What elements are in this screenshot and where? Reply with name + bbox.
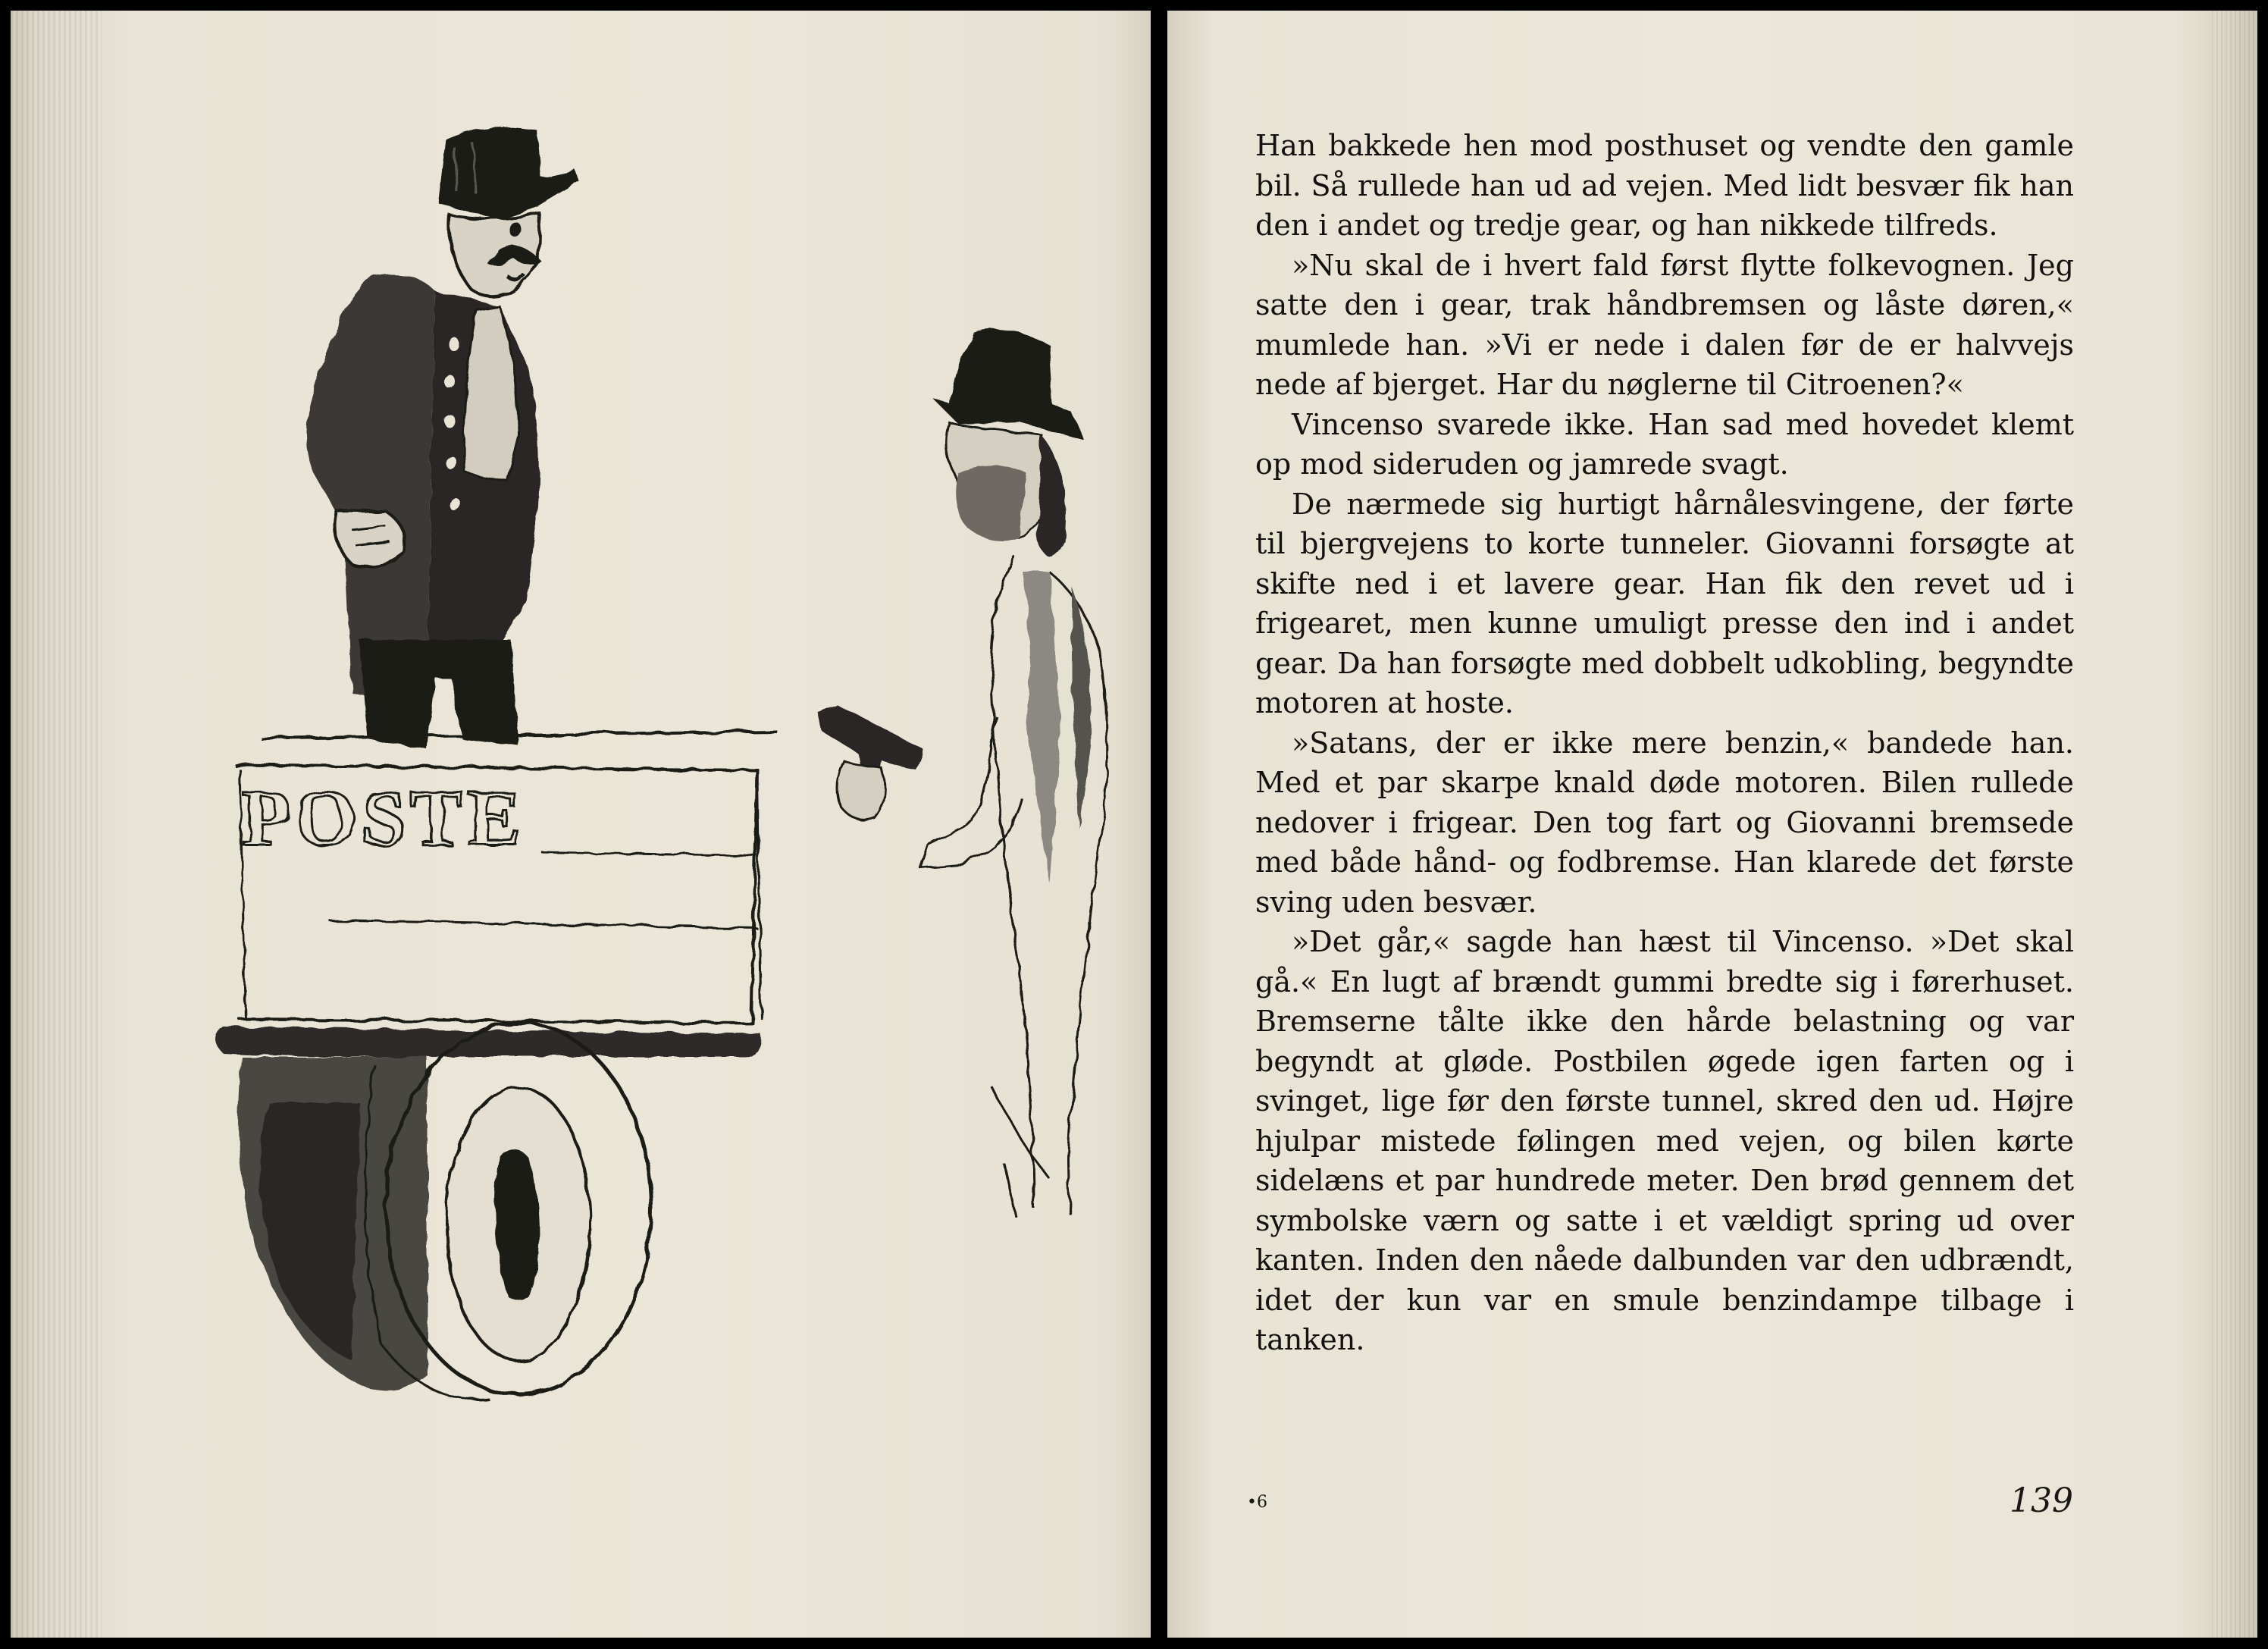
left-page [11, 11, 1151, 1638]
paragraph: »Satans, der er ikke mere benzin,« bandede han. Med et par skarpe knald døde motoren. Bilen rullede nedover i frigear. Den tog fart og Giovanni bremsede med både hånd- og fodbremse. Han klarede det første sving uden besvær. [1255, 726, 2074, 919]
ink-illustration [200, 117, 1148, 1421]
poste-sign-text: POSTE [242, 773, 526, 862]
paragraph: Han bakkede hen mod posthuset og vendte den gamle bil. Så rullede han ud ad vejen. Med lidt besvær fik han den i andet og tredje gear, og han nikkede tilfreds. [1255, 129, 2074, 242]
page-edges [2212, 11, 2257, 1638]
page-number: 139 [2010, 1481, 2073, 1520]
paragraph: Vincenso svarede ikke. Han sad med hovedet klemt op mod sideruden og jamrede svagt. [1255, 407, 2074, 481]
signature-mark: •6 [1247, 1493, 1267, 1512]
body-text [1255, 126, 2074, 1360]
postman-figure [306, 127, 579, 750]
post-counter [215, 731, 776, 1399]
paragraph: De nærmede sig hurtigt hårnålesvingene, der førte til bjergvejens to korte tunneler. Giovanni forsøgte at skifte ned i et lavere gear. Han fik den revet ud i frigearet, men kunne umuligt presse den ind i andet gear. Da han forsøgte med dobbelt udkobling, begyndte motoren at hoste. [1255, 487, 2074, 719]
gunman-figure [818, 329, 1107, 1216]
right-page [1167, 11, 2257, 1638]
paragraph: »Nu skal de i hvert fald først flytte folkevognen. Jeg satte den i gear, trak håndbremsen og låste døren,« mumlede han. »Vi er nede i dalen før de er halvvejs nede af bjerget. Har du nøglerne til Citroenen?« [1255, 248, 2074, 401]
page-edges [11, 11, 102, 1638]
paragraph: »Det går,« sagde han hæst til Vincenso. »Det skal gå.« En lugt af brændt gummi bredte sig i førerhuset. Bremserne tålte ikke den hårde belastning og var begyndt at gløde. Postbilen øgede igen farten og i svinget, lige før den første tunnel, skred den ud. Højre hjulpar mistede følingen med vejen, og bilen kørte sidelæns et par hundrede meter. Den brød gennem det symbolske værn og satte i et vældigt spring ud over kanten. Inden den nåede dalbunden var den udbrændt, idet der kun var en smule benzindampe tilbage i tanken. [1255, 925, 2074, 1356]
